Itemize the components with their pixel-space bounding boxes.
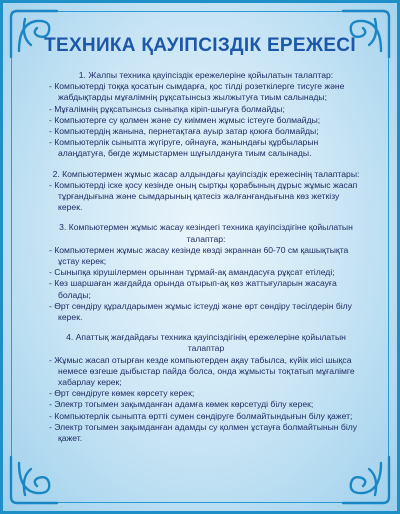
rule-item: - Сыныпқа кірушілермен орыннан тұрмай-ақ амандасуға рұқсат етіледі; (49, 267, 335, 278)
rule-item: - Компьютерді іске қосу кезінде оның сыртқы қорабының дұрыс жұмыс жасап тұрғандығына және сымдарының қатесіз жалғанғандығына көз жеткізу керек. (49, 179, 358, 213)
rule-item: - Өрт сөндіруге көмек көрсету керек; (49, 388, 195, 399)
rule-item: - Электр тогымен зақымданған адамға көмек көрсетуді білу керек; (49, 399, 314, 410)
rule-item: - Компьютерге су қолмен және су киіммен жұмыс істеуге болмайды; (49, 114, 321, 125)
section-heading: 3. Компьютермен жұмыс жасау кезіндегі техника қауіпсіздігіне қойылатын талаптар: (59, 222, 353, 244)
rule-item: - Компьютерлік сыныпта жүгіруге, ойнауға, жанындағы құрбыларын алаңдатуға, бөгде жұмыстармен шұғылдануға тиым салынады. (49, 137, 319, 159)
page-title: ТЕХНИКА ҚАУІПСІЗДІК ЕРЕЖЕСІ (44, 35, 356, 56)
rules-section (49, 332, 363, 444)
rule-item: - Компьютерді тоққа қосатын сымдарға, қос тілді розеткілерге тисуге және жабдықтарды мұғалімнің рұқсатынсыз жылжытуға тиым салынады; (49, 81, 345, 103)
section-heading: 1. Жалпы техника қауіпсіздік ережелеріне қойылатын талаптар: (78, 70, 334, 80)
rule-item: - Компьютермен жұмыс жасау кезінде көзді экраннан 60-70 см қашықтықта ұстау керек; (49, 244, 349, 267)
corner-ornament-icon (7, 451, 63, 507)
rule-item: - Электр тогымен зақымданған адамды су қолмен ұстауға болмайтынын білу қажет. (49, 421, 358, 444)
rule-item: - Жұмыс жасап отырған кезде компьютерден ақау табылса, күйік иісі шықса немесе өзгеше дыбыстар пайда болса, онда жұмысты тоқтатып мұғалімге хабарлау керек; (49, 354, 355, 388)
section-heading: 2. Компьютермен жұмыс жасар алдындағы қауіпсіздік ережесінің талаптары: (52, 168, 360, 179)
rules-section (49, 70, 363, 160)
rules-content (49, 70, 363, 453)
corner-ornament-icon (337, 451, 393, 507)
rule-item: - Мұғалімнің рұқсатынсыз сыныпқа кіріп-шығуға болмайды; (49, 103, 285, 114)
rule-item: - Компьютердің жанына, пернетақтаға ауыр затар қоюға болмайды; (49, 126, 319, 137)
rule-item: - Көз шаршаған жағдайда орында отырып-ақ көз жаттығуларын жасауға болады; (49, 278, 337, 300)
rules-section (49, 169, 363, 214)
rules-section (49, 222, 363, 323)
rule-item: - Компьютерлік сыныпта өртті сумен сөндіруге болмайтындығын білу қажет; (49, 410, 353, 421)
section-heading: 4. Апаттық жағдайдағы техника қауіпсіздігінің ережелеріне қойылатын талаптар (66, 332, 346, 354)
rule-item: - Өрт сөндіру құралдарымен жұмыс істеуді және өрт сөндіру тәсілдерін білу керек. (49, 300, 352, 323)
